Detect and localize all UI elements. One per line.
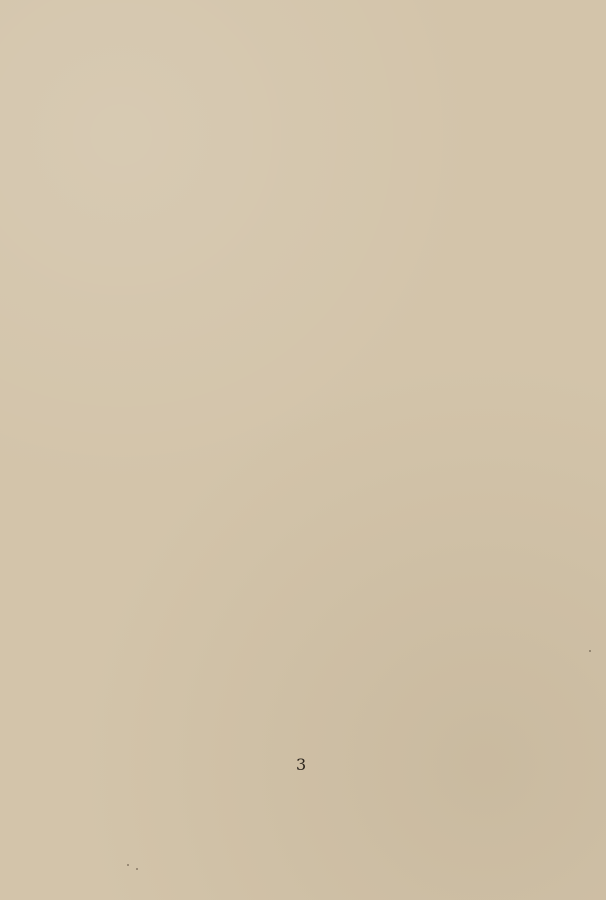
bottom-text-column [125, 466, 565, 731]
paper-speck [136, 868, 138, 870]
page-number: 3 [296, 755, 307, 774]
paper-speck [589, 650, 591, 652]
top-text-column [84, 70, 570, 422]
paper-speck [127, 864, 129, 866]
